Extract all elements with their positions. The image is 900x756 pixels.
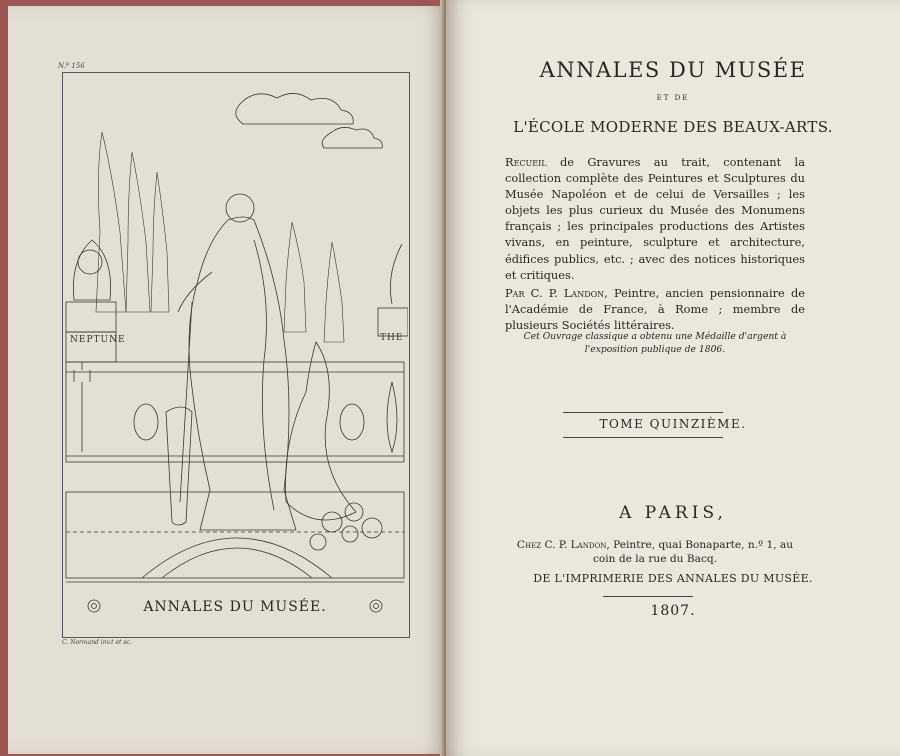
caption-rosette: [370, 600, 382, 612]
fruit: [342, 526, 358, 542]
cypress-tree: [284, 222, 306, 332]
caption-rosette: [88, 600, 100, 612]
title-conjunction: ET DE: [656, 94, 690, 102]
frontispiece-engraving: [62, 72, 408, 636]
engraver-credit: C. Normand inv.t et sc.: [62, 639, 132, 646]
author-text: , Peintre, ancien pensionnaire de l'Académie de France, à Rome ; membre de plusieurs Sociétés littéraires.: [505, 285, 805, 332]
cornucopia: [285, 342, 356, 520]
publisher-text: , Peintre, quai Bonaparte, n.º 1, au coin de la rue du Bacq.: [592, 539, 794, 565]
cypress-tree: [126, 152, 150, 312]
printer-line: DE L'IMPRIMERIE DES ANNALES DU MUSÉE.: [533, 572, 813, 585]
laurel-branch: [390, 244, 402, 304]
cypress-tree: [324, 242, 344, 342]
author-lead: Par C. P. Landon: [505, 285, 605, 300]
publication-year: 1807.: [650, 603, 696, 619]
author-paragraph: [505, 285, 805, 333]
divider-rule: [563, 437, 723, 438]
recueil-paragraph: [505, 154, 805, 283]
right-page: [446, 0, 900, 756]
laurel-wreath: [340, 404, 364, 440]
volume-label: TOME QUINZIÈME.: [599, 417, 747, 431]
pedestal-label: THE: [380, 333, 404, 343]
description-block: [505, 154, 805, 333]
laurel-wreath: [134, 404, 158, 440]
fruit: [322, 512, 342, 532]
recueil-lead: Recueil: [505, 155, 547, 169]
divider-rule: [563, 412, 723, 413]
fruit: [310, 534, 326, 550]
neptune-bust: [73, 240, 110, 300]
publisher-lead: Chez C. P. Landon: [516, 539, 607, 551]
cloud: [322, 127, 382, 148]
fruit: [345, 503, 363, 521]
cypress-tree: [96, 132, 126, 312]
rudder-blade: [166, 407, 192, 525]
woman-body: [189, 217, 296, 530]
cloud: [236, 93, 354, 124]
short-rule: [603, 596, 693, 597]
palmette: [387, 382, 397, 452]
page-title: ANNALES DU MUSÉE: [539, 58, 807, 82]
publisher-line: [505, 538, 805, 566]
plate-caption: ANNALES DU MUSÉE.: [143, 599, 327, 615]
cypress-tree: [151, 172, 169, 312]
plate-number: N.º 156: [58, 62, 85, 70]
page-subtitle: L'ÉCOLE MODERNE DES BEAUX-ARTS.: [513, 118, 833, 136]
recueil-text: de Gravures au trait, contenant la collection complète des Peintures et Sculptures du Musée Napoléon et de celui de Versailles ; les objets les plus curieux du Musée des Monumens français ; les principales productions des Artistes vivans, en peinture, sculpture et architecture, édifices publics, etc. ; avec des notices historiques et critiques.: [505, 155, 805, 282]
city-line: A PARIS,: [619, 503, 727, 523]
medal-note: Cet Ouvrage classique a obtenu une Médaille d'argent à l'exposition publique de 1806.: [523, 331, 787, 355]
fruit: [362, 518, 382, 538]
rudder-shaft: [180, 302, 192, 502]
neptune-label: NEPTUNE: [70, 335, 126, 345]
trident: [74, 362, 90, 452]
